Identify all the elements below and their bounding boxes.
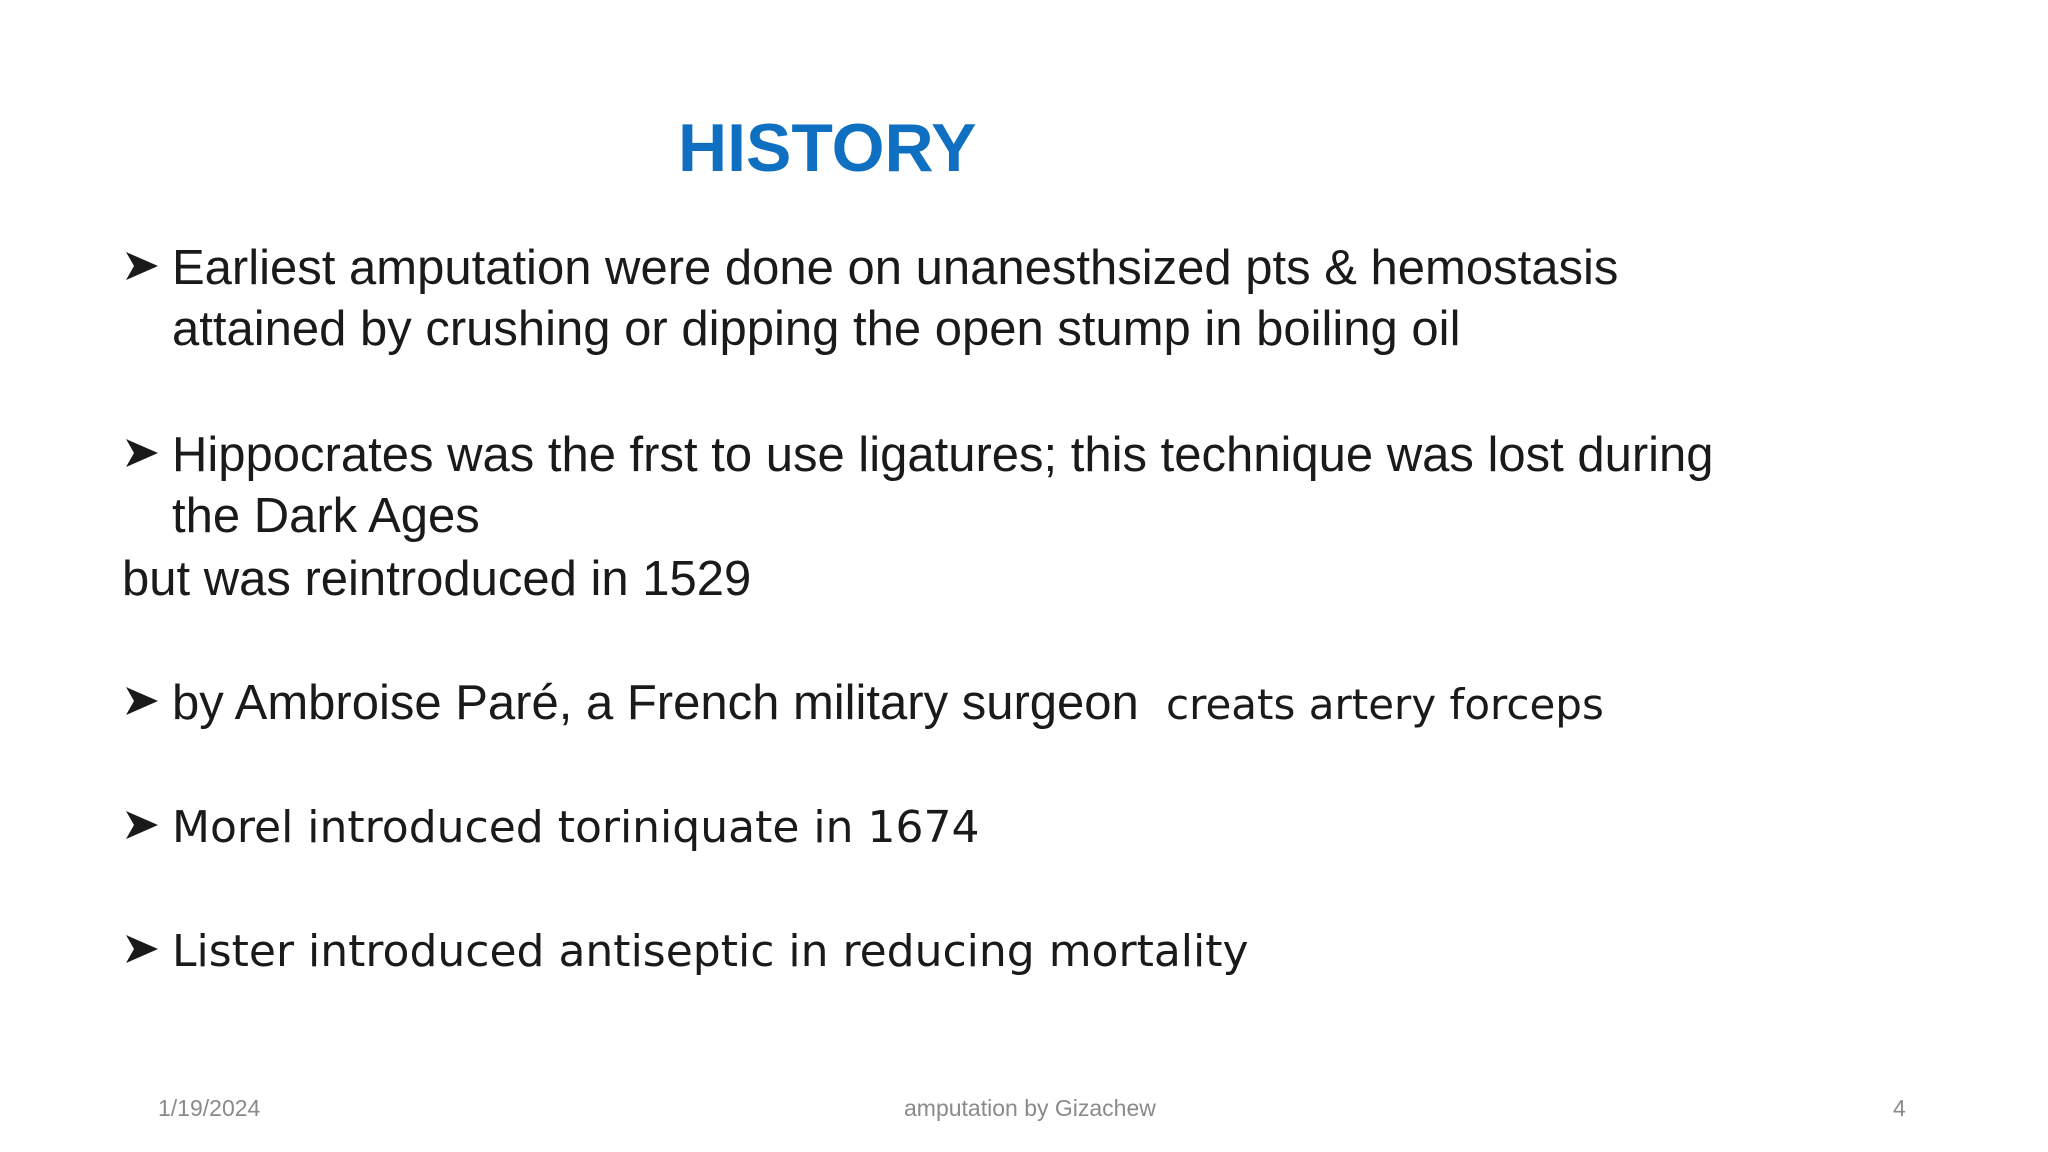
bullet-item [122, 673, 1882, 735]
slide-title: HISTORY [678, 110, 977, 186]
bullet-item [122, 425, 1882, 547]
bullet-line [172, 673, 1882, 735]
bullet-line: Earliest amputation were done on unanesthsized pts & hemostasis [172, 241, 1619, 295]
footer-center-text: amputation by Gizachew [904, 1095, 1156, 1121]
bullet-item [122, 921, 1882, 982]
arrowhead-bullet-icon [122, 246, 162, 286]
bullet-line: Morel introduced toriniquate in 1674 [172, 802, 980, 853]
arrowhead-bullet-icon [122, 433, 162, 473]
bullet-line: Lister introduced antiseptic in reducing mortality [172, 926, 1249, 977]
bullet-main-text: by Ambroise Paré, a French military surgeon [172, 676, 1139, 730]
bullet-line: attained by crushing or dipping the open stump in boiling oil [172, 302, 1461, 356]
footer-date: 1/19/2024 [158, 1095, 261, 1121]
bullet-line: Hippocrates was the frst to use ligatures; this technique was lost during [172, 428, 1714, 482]
bullet-line: the Dark Ages [172, 489, 480, 543]
arrowhead-bullet-icon [122, 929, 162, 969]
continuation-line: but was reintroduced in 1529 [122, 552, 752, 606]
footer-page-number: 4 [1893, 1095, 1906, 1121]
arrowhead-bullet-icon [122, 805, 162, 845]
bullet-item [122, 797, 1882, 858]
bullet-item [122, 238, 1882, 360]
bullet-tail-text: creats artery forceps [1166, 680, 1604, 729]
arrowhead-bullet-icon [122, 681, 162, 721]
